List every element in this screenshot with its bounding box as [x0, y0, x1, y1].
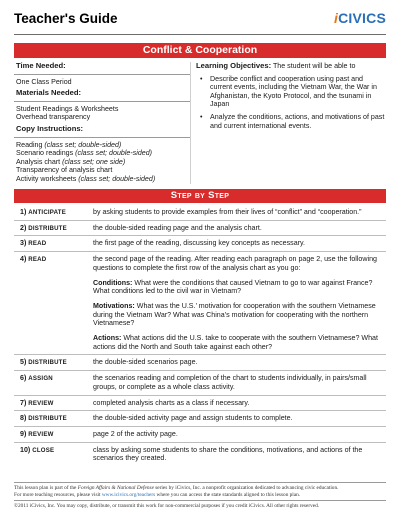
step-row	[14, 443, 386, 466]
divider	[14, 100, 186, 103]
time-needed-heading: Time Needed:	[16, 61, 66, 70]
copy-item: Analysis chart (class set; one side)	[16, 157, 126, 166]
objective-item: • Describe conflict and cooperation using past and current events, including the Vietnam War, the War in Afghanistan, the Kyoto Protocol, and the tsunami in Japan	[200, 74, 377, 109]
copy-instructions-heading: Copy Instructions:	[16, 123, 84, 133]
copy-item: Transparency of analysis chart	[16, 166, 113, 175]
footer-rule	[14, 482, 386, 483]
footer-series-note: This lesson plan is part of the Foreign Affairs & National Defense series by iCivics, Inc. a nonprofit organization dedicated to advancing civic education.	[14, 485, 339, 491]
actions-question: Actions: What actions did the U.S. take to cooperate with the southern Vietnamese? What actions did the North and South take against each other?	[93, 334, 378, 351]
lesson-title-banner: Conflict & Cooperation	[14, 43, 386, 58]
step-row	[14, 252, 386, 355]
step-label: 2) DISTRIBUTE	[20, 223, 67, 232]
steps-list	[14, 205, 386, 466]
bullet-icon: •	[200, 112, 203, 121]
copy-item: Scenario readings (class set; double-sided)	[16, 149, 153, 158]
step-label: 9) REVIEW	[20, 429, 54, 438]
footer-rule	[14, 500, 386, 501]
step-label: 5) DISTRIBUTE	[20, 358, 67, 367]
step-row	[14, 371, 386, 395]
step-text: class by asking some students to share the conditions, motivations, and actions of the scenarios they created.	[93, 445, 363, 463]
step-row	[14, 427, 386, 443]
step-text: the second page of the reading. After reading each paragraph on page 2, use the following questions to complete the first row of the analysis chart as you go:	[93, 255, 377, 272]
conditions-question: Conditions: What were the conditions that caused Vietnam to go to war against France? What conditions led to the civil war in Vietnam?	[93, 278, 373, 296]
step-label: 7) REVIEW	[20, 398, 54, 407]
step-text: the scenarios reading and completion of the chart to students individually, in pairs/small groups, or complete as a whole class activity.	[93, 374, 367, 391]
objective-item: • Analyze the conditions, actions, and motivations of past and current international events.	[200, 112, 385, 130]
divider	[14, 136, 186, 139]
guide-title: Teacher's Guide	[14, 11, 118, 26]
motivations-question: Motivations: What was the U.S.’ motivation for cooperation with the southern Vietnamese during the Vietnam War? What was China’s motivation for cooperating with the northern Vietnamese?	[93, 301, 376, 328]
step-row	[14, 236, 386, 252]
column-divider	[190, 62, 191, 184]
material-item: Overhead transparency	[16, 113, 91, 122]
icivics-logo: iCIVICS	[334, 10, 386, 26]
step-row	[14, 411, 386, 427]
step-label: 4) READ	[20, 255, 47, 264]
material-item: Student Readings & Worksheets	[16, 104, 119, 113]
step-label: 3) READ	[20, 239, 47, 248]
footer-resources-note: For more teaching resources, please visit www.icivics.org/teachers where you can access the state standards aligned to this lesson plan.	[14, 491, 301, 498]
page-footer	[14, 480, 386, 510]
step-text: the first page of the reading, discussing key concepts as necessary.	[93, 239, 306, 248]
bullet-icon: •	[200, 74, 203, 83]
teachers-link[interactable]: www.icivics.org/teachers	[101, 491, 156, 498]
step-text: by asking students to provide examples from their lives of “conflict” and “cooperation.”	[93, 208, 362, 216]
step-by-step-banner: Step by Step	[14, 189, 386, 203]
objectives-heading: Learning Objectives: The student will be able to	[196, 61, 356, 70]
step-label: 10) CLOSE	[20, 445, 55, 454]
step-row	[14, 221, 386, 237]
step-label: 6) ASSIGN	[20, 374, 53, 383]
step-text: the double-sided scenarios page.	[93, 358, 198, 367]
objectives-list	[196, 75, 386, 131]
page-header	[14, 8, 386, 32]
copy-item: Activity worksheets (class set; double-sided)	[16, 174, 156, 183]
step-label: 1) ANTICIPATE	[20, 208, 66, 216]
lesson-info-column	[16, 62, 186, 184]
step-row	[14, 396, 386, 412]
step-row	[14, 355, 386, 371]
step-row	[14, 205, 386, 221]
step-text: the double-sided activity page and assign students to complete.	[93, 414, 293, 423]
learning-objectives	[196, 62, 386, 134]
copy-item: Reading (class set; double-sided)	[16, 140, 122, 149]
step-label: 8) DISTRIBUTE	[20, 414, 67, 423]
header-rule	[14, 34, 386, 35]
time-needed-value: One Class Period	[16, 77, 72, 86]
step-text: completed analysis charts as a class if necessary.	[93, 398, 250, 407]
footer-copyright: ©2011 iCivics, Inc. You may copy, distribute, or transmit this work for non-commercial purposes if you credit iCivics. All other rights reserved.	[14, 503, 320, 510]
step-text: page 2 of the activity page.	[93, 429, 178, 438]
materials-heading: Materials Needed:	[16, 88, 81, 98]
step-text: the double-sided reading page and the analysis chart.	[93, 223, 262, 232]
divider	[14, 73, 186, 76]
